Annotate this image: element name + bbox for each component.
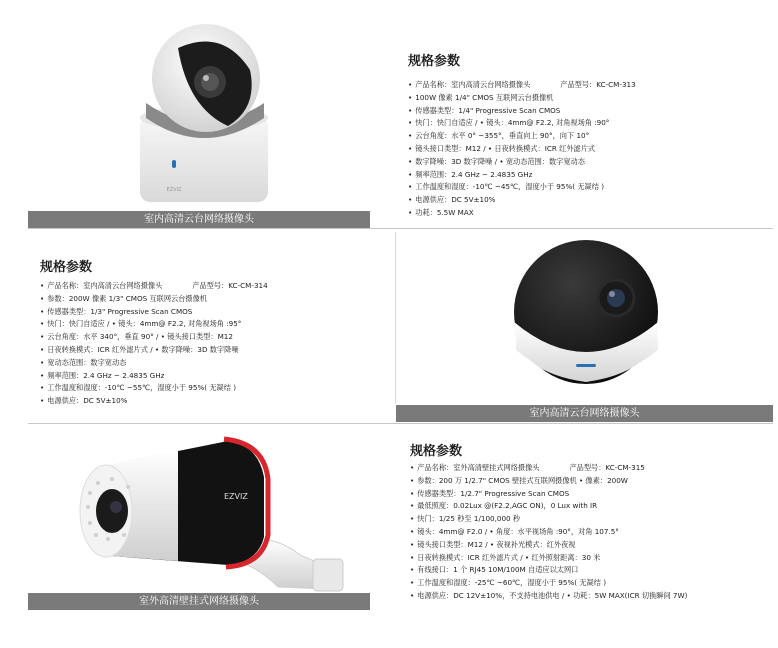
camera-image-panel-1 — [28, 8, 370, 211]
bullet-camera-outdoor-illustration — [28, 427, 370, 593]
ezviz-logo: EZVIZ — [224, 492, 248, 501]
spec-item: • 参数：200W 像素 1/3" CMOS 互联网云台摄像机 — [40, 293, 268, 306]
spec-item: • 100W 像素 1/4" CMOS 互联网云台摄像机 — [408, 92, 636, 105]
spec-item: • 最低照度：0.02Lux @(F2.2,AGC ON)，0 Lux with IR — [410, 500, 687, 513]
spec-item: • 快门：快门自适应 / • 镜头：4mm@ F2.2, 对角视场角 :95° — [40, 318, 268, 331]
caption-3: 室外高清壁挂式网络摄像头 — [28, 593, 370, 610]
caption-2: 室内高清云台网络摄像头 — [396, 405, 773, 422]
dome-camera-black-white-illustration — [396, 232, 773, 404]
spec-item: • 宽动态范围：数字宽动态 — [40, 357, 268, 370]
caption-1: 室内高清云台网络摄像头 — [28, 211, 370, 228]
spec-item: • 产品名称：室内高清云台网络摄像头 产品型号：KC-CM-314 — [40, 280, 268, 293]
spec-item: • 快门：1/25 秒至 1/100,000 秒 — [410, 513, 687, 526]
spec-item: • 频率范围：2.4 GHz ~ 2.4835 GHz — [40, 370, 268, 383]
spec-item: • 电源供应：DC 12V±10%，不支持电池供电 / • 功耗：5W MAX(ICR 切换瞬间 7W) — [410, 590, 687, 603]
spec-item: • 电源供应：DC 5V±10% — [40, 395, 268, 408]
section-divider — [28, 228, 773, 229]
spec-item: • 云台角度：水平 0° ~355°，垂直向上 90°，向下 10° — [408, 130, 636, 143]
section-divider — [28, 423, 773, 424]
spec-item: • 快门：快门自适应 / • 镜头：4mm@ F2.2, 对角视场角 :90° — [408, 117, 636, 130]
camera-image-panel-3 — [28, 427, 370, 593]
spec-item: • 传感器类型：1/4" Progressive Scan CMOS — [408, 105, 636, 118]
camera-image-panel-2 — [396, 232, 773, 404]
spec-item: • 云台角度：水平 340°，垂直 90° / • 镜头接口类型：M12 — [40, 331, 268, 344]
spec-list-3 — [410, 462, 687, 603]
model-number: 产品型号：KC-CM-315 — [569, 463, 645, 472]
spec-item: • 日夜转换模式：ICR 红外滤片式 / • 红外照射距离：30 米 — [410, 552, 687, 565]
spec-item: • 传感器类型：1/3" Progressive Scan CMOS — [40, 306, 268, 319]
spec-item: • 镜头接口类型：M12 / • 日夜转换模式：ICR 红外滤片式 — [408, 143, 636, 156]
spec-item: • 产品名称：室外高清壁挂式网络摄像头 产品型号：KC-CM-315 — [410, 462, 687, 475]
model-number: 产品型号：KC-CM-314 — [192, 281, 268, 290]
pan-tilt-camera-white-illustration — [28, 8, 370, 211]
ezviz-logo: EZVIZ — [166, 187, 182, 193]
model-number: 产品型号：KC-CM-313 — [560, 80, 636, 89]
spec-item: • 参数：200 万 1/2.7" CMOS 壁挂式互联网摄像机 • 像素：200W — [410, 475, 687, 488]
spec-item: • 有线接口：1 个 RJ45 10M/100M 自适应以太网口 — [410, 564, 687, 577]
spec-list-2 — [40, 280, 268, 408]
spec-list-1 — [408, 79, 636, 220]
spec-item: • 镜头：4mm@ F2.0 / • 角度：水平视场角 :90°，对角 107.5° — [410, 526, 687, 539]
spec-title-2: 规格参数 — [40, 260, 93, 275]
spec-item: • 工作温度和湿度：-10℃ ~45℃，湿度小于 95%( 无凝结 ) — [408, 181, 636, 194]
spec-title-1: 规格参数 — [408, 54, 461, 69]
spec-item: • 产品名称：室内高清云台网络摄像头 产品型号：KC-CM-313 — [408, 79, 636, 92]
spec-item: • 传感器类型：1/2.7" Progressive Scan CMOS — [410, 488, 687, 501]
spec-item: • 功耗：5.5W MAX — [408, 207, 636, 220]
spec-item: • 日夜转换模式：ICR 红外滤片式 / • 数字降噪：3D 数字降噪 — [40, 344, 268, 357]
spec-item: • 镜头接口类型：M12 / • 夜视补光模式：红外夜视 — [410, 539, 687, 552]
spec-item: • 工作温度和湿度：-10℃ ~55℃，湿度小于 95%( 无凝结 ) — [40, 382, 268, 395]
spec-item: • 数字降噪：3D 数字降噪 / • 宽动态范围：数字宽动态 — [408, 156, 636, 169]
spec-item: • 电源供应：DC 5V±10% — [408, 194, 636, 207]
spec-item: • 频率范围：2.4 GHz ~ 2.4835 GHz — [408, 169, 636, 182]
spec-title-3: 规格参数 — [410, 444, 463, 459]
spec-item: • 工作温度和湿度：-25℃ ~60℃，湿度小于 95%( 无凝结 ) — [410, 577, 687, 590]
